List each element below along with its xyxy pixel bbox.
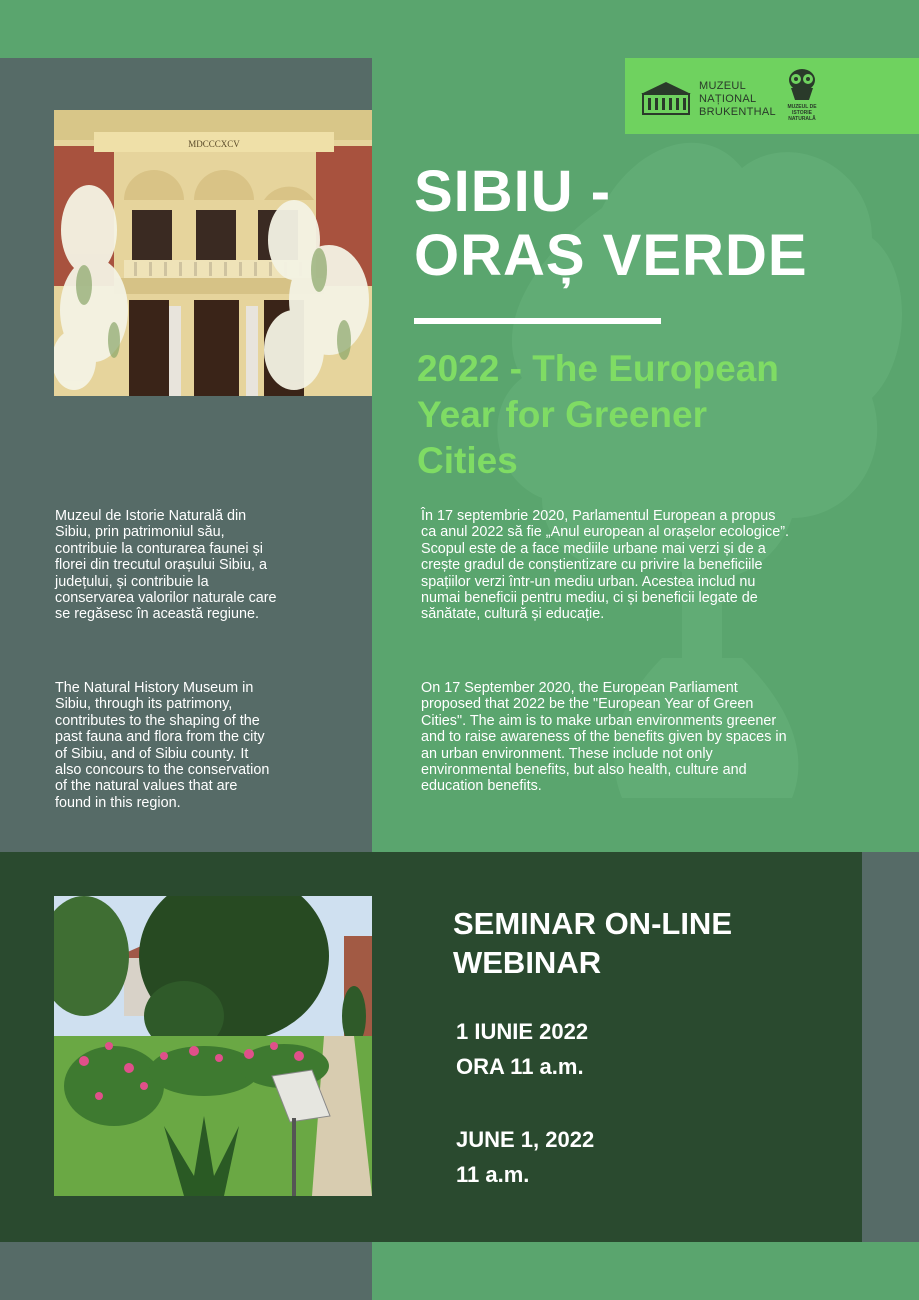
text-line: Sibiu, prin patrimoniul său, xyxy=(55,524,225,541)
svg-text:NATURALĂ: NATURALĂ xyxy=(788,116,816,122)
subtitle-line-2: Year for Greener xyxy=(417,394,707,435)
text-line: numai beneficii pentru mediu, ci și beneficii legate de xyxy=(421,590,758,607)
text-line: Sibiu, through its patrimony, xyxy=(55,696,233,713)
page-title xyxy=(414,160,914,288)
text-line: and to raise awareness of the benefits given by spaces in xyxy=(421,729,787,746)
seminar-heading xyxy=(453,904,853,982)
title-underline xyxy=(414,318,661,324)
right-text-en xyxy=(421,680,891,795)
text-line: conservarea valorilor naturale care xyxy=(55,590,277,607)
left-text-ro xyxy=(55,508,365,623)
text-line: județului, și contribuie la xyxy=(55,573,209,590)
text-line: The Natural History Museum in xyxy=(55,680,254,696)
brukenthal-logo-text xyxy=(699,80,776,119)
text-line: of Sibiu, and of Sibiu county. It xyxy=(55,745,249,762)
text-line: În 17 septembrie 2020, Parlamentul European a propus xyxy=(421,508,776,524)
subtitle-line-3: Cities xyxy=(417,440,518,481)
logo-line-2: NAȚIONAL xyxy=(699,93,757,105)
title-line-2: ORAȘ VERDE xyxy=(414,223,808,288)
svg-text:ISTORIE: ISTORIE xyxy=(792,110,812,116)
date-en: JUNE 1, 2022 xyxy=(456,1127,595,1152)
text-line: education benefits. xyxy=(421,778,542,795)
svg-text:MUZEUL DE: MUZEUL DE xyxy=(787,104,817,110)
building-inscription: MDCCCXCV xyxy=(188,139,240,149)
text-line: crește gradul de conștientizare cu privire la beneficiile xyxy=(421,557,763,574)
text-line: also concours to the conservation xyxy=(55,762,270,779)
museum-building-photo xyxy=(54,110,372,396)
text-line: se regăsesc în această regiune. xyxy=(55,606,259,623)
brukenthal-logo-icon xyxy=(639,80,693,116)
text-line: ca anul 2022 să fie „Anul european al orașelor ecologice”. xyxy=(421,524,789,541)
text-line: an urban environment. These include not only xyxy=(421,745,713,762)
text-line: contribuie la conturarea faunei și xyxy=(55,540,263,557)
time-ro: ORA 11 a.m. xyxy=(456,1054,584,1079)
logo-line-3: BRUKENTHAL xyxy=(699,106,776,118)
date-ro: 1 IUNIE 2022 xyxy=(456,1019,589,1044)
seminar-line-2: WEBINAR xyxy=(453,945,602,980)
bottom-right-strip xyxy=(862,852,919,1242)
text-line: On 17 September 2020, the European Parliament xyxy=(421,680,738,696)
owl-logo-icon xyxy=(785,66,819,128)
footer-right-band xyxy=(372,1242,919,1300)
text-line: sănătate, cultură și educație. xyxy=(421,606,605,623)
text-line: of the natural values that are xyxy=(55,778,238,795)
text-line: proposed that 2022 be the "European Year of Green xyxy=(421,696,754,713)
seminar-line-1: SEMINAR ON-LINE xyxy=(453,906,732,941)
text-line: Muzeul de Istorie Naturală din xyxy=(55,508,247,524)
subtitle xyxy=(417,346,897,484)
footer-left-band xyxy=(0,1242,372,1300)
right-text-ro xyxy=(421,508,891,623)
text-line: environmental benefits, but also health, culture and xyxy=(421,762,747,779)
text-line: contributes to the shaping of the xyxy=(55,712,260,729)
logo-line-1: MUZEUL xyxy=(699,80,747,92)
event-date-ro xyxy=(456,1014,836,1084)
text-line: Cities". The aim is to make urban environments greener xyxy=(421,712,777,729)
garden-photo xyxy=(54,896,372,1196)
text-line: Scopul este de a face mediile urbane mai verzi și de a xyxy=(421,540,766,557)
title-line-1: SIBIU - xyxy=(414,159,612,224)
text-line: spațiilor verzi într-un mediu urban. Acestea includ nu xyxy=(421,573,756,590)
text-line: past fauna and flora from the city xyxy=(55,729,265,746)
event-date-en xyxy=(456,1122,836,1192)
text-line: found in this region. xyxy=(55,794,181,811)
top-band xyxy=(0,0,919,58)
text-line: florei din trecutul orașului Sibiu, a xyxy=(55,557,267,574)
left-text-en xyxy=(55,680,365,811)
logo-bar xyxy=(625,58,919,134)
time-en: 11 a.m. xyxy=(456,1162,530,1187)
subtitle-line-1: 2022 - The European xyxy=(417,348,779,389)
